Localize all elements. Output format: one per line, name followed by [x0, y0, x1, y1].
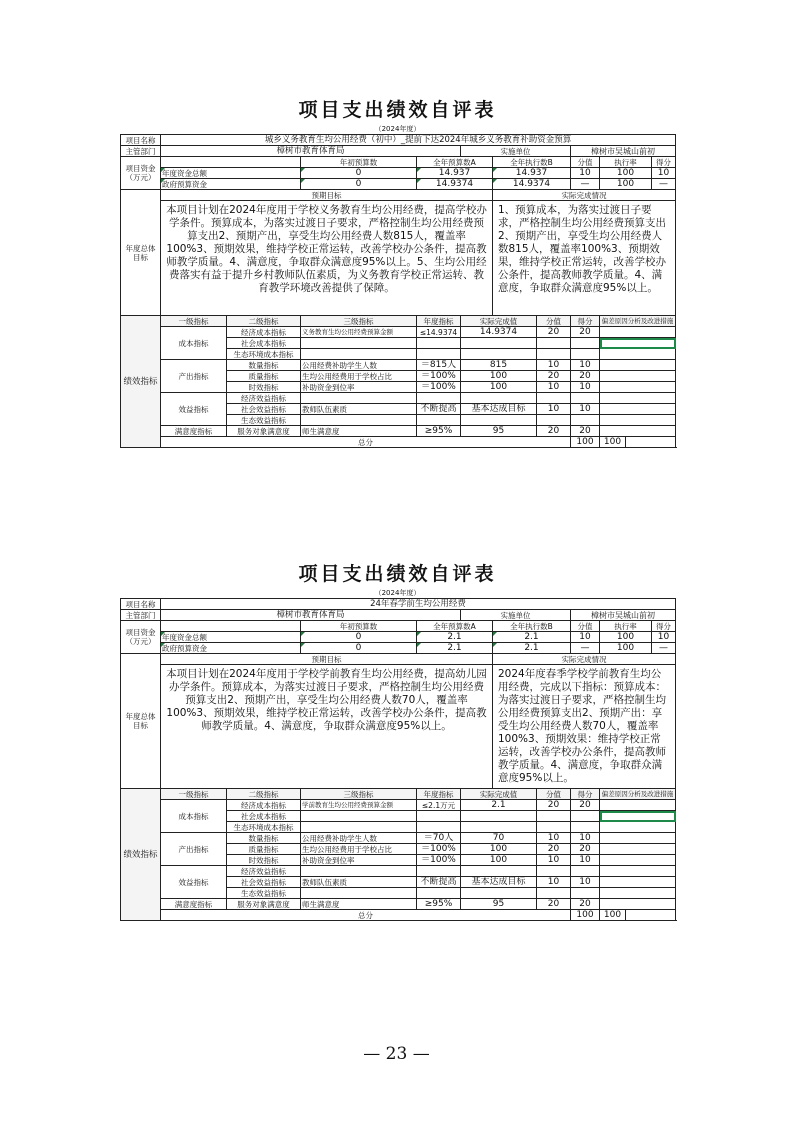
table-title: 项目支出绩效自评表	[298, 563, 497, 585]
sheet-1	[120, 96, 675, 448]
row2-rate[interactable]: 100	[600, 643, 652, 654]
total-label: 总分	[161, 910, 571, 921]
dept-value[interactable]: 樟树市教育体育局	[161, 610, 461, 621]
time-target[interactable]: ＝100%	[417, 855, 461, 866]
time-l3: 补助资金到位率	[301, 855, 417, 866]
time: 时效指标	[227, 855, 301, 866]
econ-cost-target[interactable]: ≤2.1万元	[417, 800, 461, 811]
goal-label: 年度总体目标	[121, 190, 161, 316]
col-initial: 年初预算数	[301, 157, 417, 168]
sat-target[interactable]: ≥95%	[417, 899, 461, 910]
row1-initial[interactable]: 0	[301, 632, 417, 643]
time-get[interactable]: 10	[571, 382, 600, 393]
row1-full[interactable]: 2.1	[417, 632, 493, 643]
h-l2: 二级指标	[227, 316, 301, 327]
row1-score[interactable]: 10	[571, 168, 600, 179]
sat-l2: 服务对象满意度	[227, 899, 301, 910]
impl-value[interactable]: 樟树市吴城山前初	[571, 610, 676, 621]
soc-l3: 教师队伍素质	[301, 404, 417, 415]
soc-done[interactable]: 基本达成目标	[461, 404, 537, 415]
output-label: 产出指标	[161, 833, 227, 866]
total-get[interactable]: 100	[600, 437, 626, 448]
row1-initial[interactable]: 0	[301, 168, 417, 179]
sat-l2: 服务对象满意度	[227, 426, 301, 437]
dept-value[interactable]: 樟树市教育体育局	[161, 146, 461, 157]
qty-score[interactable]: 10	[537, 360, 571, 371]
row1-exec[interactable]: 2.1	[493, 632, 571, 643]
econ-cost: 经济成本指标	[227, 327, 301, 338]
soc-eff: 社会效益指标	[227, 404, 301, 415]
row2-full[interactable]: 14.9374	[417, 179, 493, 190]
social-cost: 社会成本指标	[227, 338, 301, 349]
h-target: 年度指标	[417, 316, 461, 327]
qual-get[interactable]: 20	[571, 371, 600, 382]
h-get: 得分	[571, 316, 600, 327]
cost-label: 成本指标	[161, 327, 227, 360]
qual-score[interactable]: 20	[537, 844, 571, 855]
row1-rate[interactable]: 100	[600, 168, 652, 179]
sat-done[interactable]: 95	[461, 899, 537, 910]
econ-cost-done[interactable]: 2.1	[461, 800, 537, 811]
econ-cost-get[interactable]: 20	[571, 800, 600, 811]
col-exec: 全年执行数B	[493, 621, 571, 632]
time-score[interactable]: 10	[537, 855, 571, 866]
soc-l3: 教师队伍素质	[301, 877, 417, 888]
col-score: 分值	[571, 621, 600, 632]
econ-cost-target[interactable]: ≤14.9374	[417, 327, 461, 338]
econ-cost-get[interactable]: 20	[571, 327, 600, 338]
sat-score[interactable]: 20	[537, 899, 571, 910]
soc-score[interactable]: 10	[537, 877, 571, 888]
cost-label: 成本指标	[161, 800, 227, 833]
qual: 质量指标	[227, 844, 301, 855]
col-get: 得分	[652, 157, 676, 168]
h-l1: 一级指标	[161, 316, 227, 327]
perf-label: 绩效指标	[121, 789, 161, 921]
econ-cost-l3: 义务教育生均公用经费预算金额	[301, 327, 417, 338]
qual-target[interactable]: ＝100%	[417, 371, 461, 382]
eco-eff: 生态效益指标	[227, 888, 301, 899]
h-l3: 三级指标	[301, 789, 417, 800]
project-name-label: 项目名称	[121, 599, 161, 610]
env-cost: 生态环境成本指标	[227, 349, 301, 360]
col-score: 分值	[571, 157, 600, 168]
time-score[interactable]: 10	[537, 382, 571, 393]
sat-get[interactable]: 20	[571, 426, 600, 437]
row2-initial[interactable]: 0	[301, 179, 417, 190]
expected-label: 预期目标	[161, 190, 493, 201]
qty-target[interactable]: ＝815人	[417, 360, 461, 371]
row1-get[interactable]: 10	[652, 168, 676, 179]
effect-label: 效益指标	[161, 393, 227, 426]
row1-label: 年度资金总额	[161, 168, 301, 179]
impl-value[interactable]: 樟树市吴城山前初	[571, 146, 676, 157]
actual-result[interactable]: 1、预算成本，为落实过渡日子要求，严格控制生均公用经费预算支出2、预期产出，享受生均公用经费人数815人，覆盖率100%3、预期效果，维持学校正常运转，改善学校办公条件，提高教师教学质量。4、满意度，争取群众满意度95%以上。	[493, 201, 676, 316]
sat-l3: 师生满意度	[301, 426, 417, 437]
goal-label: 年度总体目标	[121, 654, 161, 789]
funds-label: 项目资金（万元）	[121, 621, 161, 654]
h-l1: 一级指标	[161, 789, 227, 800]
total-get[interactable]: 100	[600, 910, 626, 921]
col-full: 全年预算数A	[417, 621, 493, 632]
h-done: 实际完成值	[461, 789, 537, 800]
table-year: （2024年度）	[374, 125, 421, 133]
col-get: 得分	[652, 621, 676, 632]
row1-label: 年度资金总额	[161, 632, 301, 643]
dept-label: 主管部门	[121, 610, 161, 621]
expected-goal[interactable]: 本项目计划在2024年度用于学校义务教育生均公用经费，提高学校办学条件。预算成本，为落实过渡日子要求，严格控制生均公用经费预算支出2、预期产出，享受生均公用经费人数815人，覆盖率100%3、预期效果，维持学校正常运转，改善学校办公条件，提高教师教学质量。4、满意度，争取群众满意度95%以上。5、生均公用经费落实有益于提升乡村教师队伍素质，为义务教育学校正常运转、教育教学环境改善提供了保障。	[161, 201, 493, 316]
performance-table	[120, 598, 676, 921]
row2-label: 政府预算资金	[161, 179, 301, 190]
sat-get[interactable]: 20	[571, 899, 600, 910]
time-done[interactable]: 100	[461, 382, 537, 393]
soc-done[interactable]: 基本达成目标	[461, 877, 537, 888]
soc-target[interactable]: 不断提高	[417, 877, 461, 888]
h-score: 分值	[537, 316, 571, 327]
total-score[interactable]: 100	[571, 437, 600, 448]
qual-l3: 生均公用经费用于学校占比	[301, 844, 417, 855]
h-l3: 三级指标	[301, 316, 417, 327]
time-done[interactable]: 100	[461, 855, 537, 866]
row1-score[interactable]: 10	[571, 632, 600, 643]
row2-score[interactable]: —	[571, 179, 600, 190]
qual-get[interactable]: 20	[571, 844, 600, 855]
econ-eff: 经济效益指标	[227, 866, 301, 877]
project-name[interactable]: 24年春学前生均公用经费	[161, 599, 676, 610]
sat-label: 满意度指标	[161, 899, 227, 910]
expected-label: 预期目标	[161, 654, 493, 665]
selected-cell[interactable]	[600, 811, 676, 822]
row2-label: 政府预算资金	[161, 643, 301, 654]
soc-score[interactable]: 10	[537, 404, 571, 415]
qty-get[interactable]: 10	[571, 360, 600, 371]
row2-get[interactable]: —	[652, 643, 676, 654]
impl-label: 实施单位	[461, 610, 571, 621]
env-cost: 生态环境成本指标	[227, 822, 301, 833]
table-year: （2024年度）	[374, 589, 421, 597]
sat-score[interactable]: 20	[537, 426, 571, 437]
soc-eff: 社会效益指标	[227, 877, 301, 888]
qty: 数量指标	[227, 360, 301, 371]
sat-l3: 师生满意度	[301, 899, 417, 910]
qual-done[interactable]: 100	[461, 844, 537, 855]
performance-table	[120, 134, 676, 448]
h-get: 得分	[571, 789, 600, 800]
h-score: 分值	[537, 789, 571, 800]
total-score[interactable]: 100	[571, 910, 600, 921]
time-l3: 补助资金到位率	[301, 382, 417, 393]
qty-done[interactable]: 70	[461, 833, 537, 844]
qty-get[interactable]: 10	[571, 833, 600, 844]
qual-done[interactable]: 100	[461, 371, 537, 382]
eco-eff: 生态效益指标	[227, 415, 301, 426]
perf-label: 绩效指标	[121, 316, 161, 448]
row1-get[interactable]: 10	[652, 632, 676, 643]
qty-target[interactable]: ＝70人	[417, 833, 461, 844]
sat-done[interactable]: 95	[461, 426, 537, 437]
row2-initial[interactable]: 0	[301, 643, 417, 654]
qual: 质量指标	[227, 371, 301, 382]
effect-label: 效益指标	[161, 866, 227, 899]
selected-cell[interactable]	[600, 338, 676, 349]
row1-exec[interactable]: 14.937	[493, 168, 571, 179]
col-exec: 全年执行数B	[493, 157, 571, 168]
row1-rate[interactable]: 100	[600, 632, 652, 643]
econ-cost-l3: 学前教育生均公用经费预算金额	[301, 800, 417, 811]
project-name[interactable]: 城乡义务教育生均公用经费（初中）_提前下达2024年城乡义务教育补助资金预算	[161, 135, 676, 146]
row2-score[interactable]: —	[571, 643, 600, 654]
econ-cost-score[interactable]: 20	[537, 327, 571, 338]
project-name-label: 项目名称	[121, 135, 161, 146]
col-rate: 执行率	[600, 621, 652, 632]
qty-l3: 公用经费补助学生人数	[301, 360, 417, 371]
soc-target[interactable]: 不断提高	[417, 404, 461, 415]
soc-get[interactable]: 10	[571, 877, 600, 888]
page-number: — 23 —	[363, 1044, 430, 1064]
time: 时效指标	[227, 382, 301, 393]
qty: 数量指标	[227, 833, 301, 844]
row2-rate[interactable]: 100	[600, 179, 652, 190]
total-label: 总分	[161, 437, 571, 448]
col-rate: 执行率	[600, 157, 652, 168]
row1-full[interactable]: 14.937	[417, 168, 493, 179]
sat-target[interactable]: ≥95%	[417, 426, 461, 437]
table-title: 项目支出绩效自评表	[298, 99, 497, 121]
h-reason: 偏差原因分析及改进措施	[600, 789, 676, 800]
econ-cost: 经济成本指标	[227, 800, 301, 811]
row2-full[interactable]: 2.1	[417, 643, 493, 654]
qty-score[interactable]: 10	[537, 833, 571, 844]
expected-goal[interactable]: 本项目计划在2024年度用于学校学前教育生均公用经费，提高幼儿园办学条件。预算成本，为落实过渡日子要求，严格控制生均公用经费预算支出2、预期产出，享受生均公用经费人数70人，覆盖率100%3、预期效果，维持学校正常运转，改善学校办公条件，提高教师教学质量。4、满意度，争取群众满意度95%以上。	[161, 665, 493, 789]
qual-target[interactable]: ＝100%	[417, 844, 461, 855]
h-l2: 二级指标	[227, 789, 301, 800]
actual-label: 实际完成情况	[493, 190, 676, 201]
qty-done[interactable]: 815	[461, 360, 537, 371]
h-target: 年度指标	[417, 789, 461, 800]
h-reason: 偏差原因分析及改进措施	[600, 316, 676, 327]
soc-get[interactable]: 10	[571, 404, 600, 415]
col-full: 全年预算数A	[417, 157, 493, 168]
dept-label: 主管部门	[121, 146, 161, 157]
row2-exec[interactable]: 2.1	[493, 643, 571, 654]
actual-label: 实际完成情况	[493, 654, 676, 665]
col-initial: 年初预算数	[301, 621, 417, 632]
actual-result[interactable]: 2024年度春季学校学前教育生均公用经费，完成以下指标：预算成本：为落实过渡日子要求，严格控制生均公用经费预算支出2、预期产出：享受生均公用经费人数70人，覆盖率100%3、预期效果：维持学校正常运转，改善学校办公条件，提高教师教学质量。4、满意度，争取群众满意度95%以上。	[493, 665, 676, 789]
row2-exec[interactable]: 14.9374	[493, 179, 571, 190]
sat-label: 满意度指标	[161, 426, 227, 437]
output-label: 产出指标	[161, 360, 227, 393]
econ-cost-score[interactable]: 20	[537, 800, 571, 811]
time-target[interactable]: ＝100%	[417, 382, 461, 393]
econ-cost-done[interactable]: 14.9374	[461, 327, 537, 338]
social-cost: 社会成本指标	[227, 811, 301, 822]
row2-get[interactable]: —	[652, 179, 676, 190]
qual-l3: 生均公用经费用于学校占比	[301, 371, 417, 382]
h-done: 实际完成值	[461, 316, 537, 327]
qual-score[interactable]: 20	[537, 371, 571, 382]
sheet-2	[120, 560, 675, 921]
funds-label: 项目资金（万元）	[121, 157, 161, 190]
qty-l3: 公用经费补助学生人数	[301, 833, 417, 844]
impl-label: 实施单位	[461, 146, 571, 157]
econ-eff: 经济效益指标	[227, 393, 301, 404]
time-get[interactable]: 10	[571, 855, 600, 866]
